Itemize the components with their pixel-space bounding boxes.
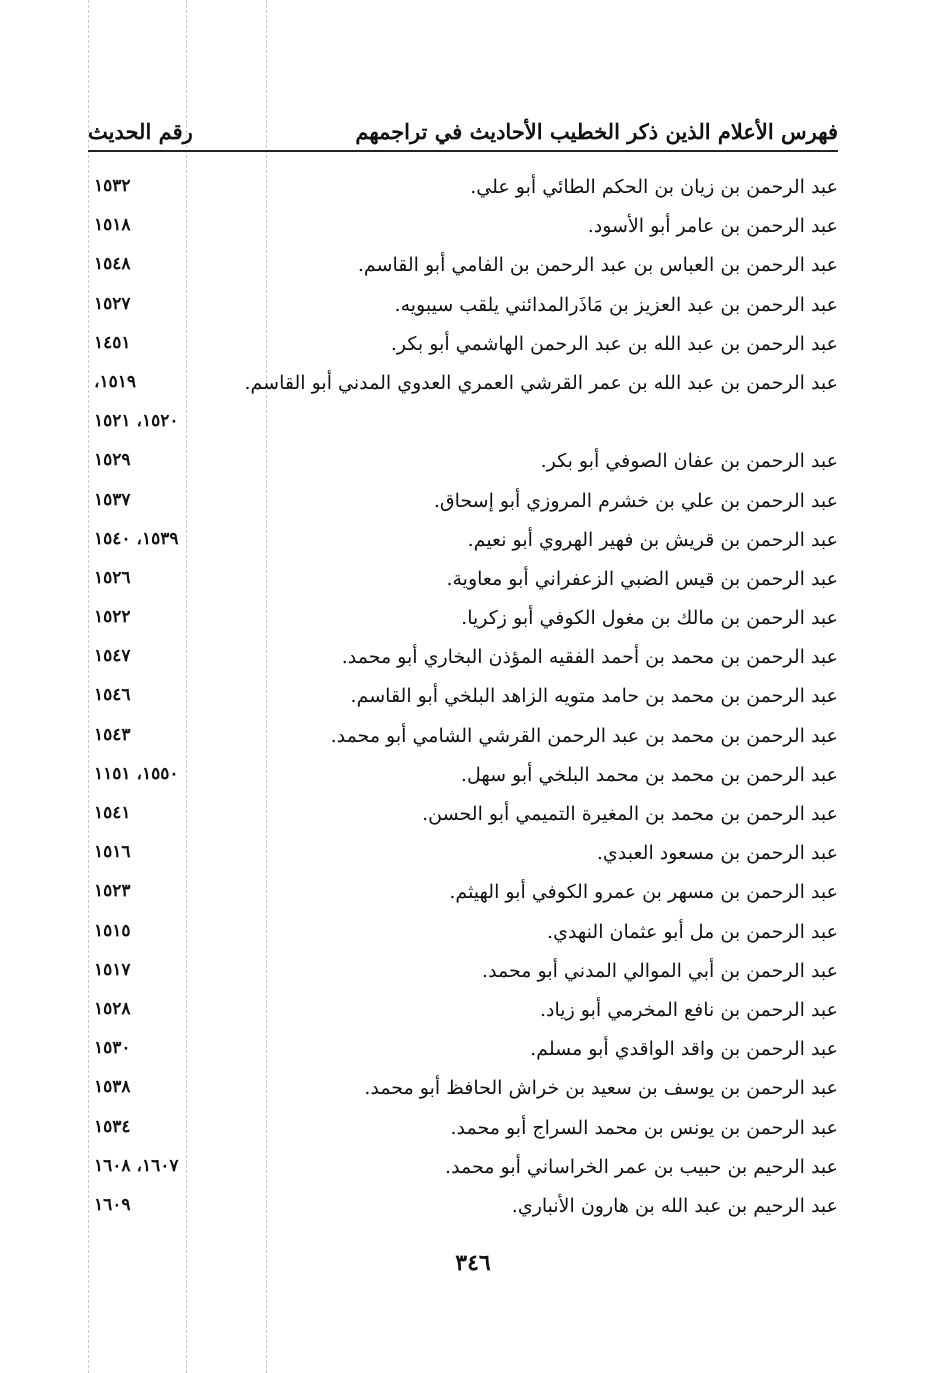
entry-name: عبد الرحمن بن محمد بن أحمد الفقيه المؤذن البخاري أبو محمد. <box>341 646 838 669</box>
hadith-numbers: ١٥١٨ <box>94 215 131 236</box>
index-entry <box>88 954 838 993</box>
index-entry <box>88 288 838 327</box>
index-entry <box>88 797 838 836</box>
entry-name: عبد الرحمن بن عبد الله بن عمر القرشي العمري العدوي المدني أبو القاسم. <box>244 371 838 394</box>
index-entry <box>88 170 838 209</box>
entry-name: عبد الرحمن بن قيس الضبي الزعفراني أبو معاوية. <box>446 567 838 590</box>
index-entry <box>88 209 838 248</box>
index-entry <box>88 248 838 287</box>
hadith-numbers: ١٥٥٠، ١١٥١ <box>94 763 179 784</box>
hadith-numbers: ١٥٣٩، ١٥٤٠ <box>94 528 179 549</box>
hadith-numbers: ١٦٠٩ <box>94 1194 131 1215</box>
hadith-numbers: ١٤٥١ <box>94 332 131 353</box>
header-rule <box>88 150 838 152</box>
index-entry <box>88 993 838 1032</box>
entry-name: عبد الرحمن بن عبد العزيز بن مَاذَرالمدائني يلقب سيبويه. <box>394 293 838 316</box>
entry-name: عبد الرحمن بن محمد بن عبد الرحمن القرشي الشامي أبو محمد. <box>330 724 838 747</box>
hadith-numbers: ١٥٤٨ <box>94 254 131 275</box>
entry-name: عبد الرحمن بن مل أبو عثمان النهدي. <box>547 920 838 943</box>
hadith-numbers: ١٥١٩، <box>94 371 137 392</box>
entry-name: عبد الرحمن بن العباس بن عبد الرحمن بن الفامي أبو القاسم. <box>357 254 838 277</box>
hadith-numbers: ١٦٠٧، ١٦٠٨ <box>94 1155 179 1176</box>
entry-name: عبد الرحمن بن نافع المخرمي أبو زياد. <box>540 998 838 1021</box>
index-entry <box>88 640 838 679</box>
hadith-numbers: ١٥٣٧ <box>94 489 131 510</box>
index-entry <box>88 444 838 483</box>
index-entry <box>88 1150 838 1189</box>
hadith-numbers: ١٥٢٨ <box>94 998 131 1019</box>
index-entry <box>88 366 838 405</box>
entry-name: عبد الرحمن بن محمد بن محمد البلخي أبو سهل. <box>460 763 838 786</box>
page-number: ٣٤٦ <box>455 1250 491 1276</box>
entry-name: عبد الرحمن بن عفان الصوفي أبو بكر. <box>540 450 838 473</box>
index-entry <box>88 758 838 797</box>
entry-name: عبد الرحمن بن مسهر بن عمرو الكوفي أبو الهيثم. <box>449 881 838 904</box>
index-entry <box>88 1032 838 1071</box>
hadith-numbers: ١٥٤٦ <box>94 685 131 706</box>
entry-name: عبد الرحمن بن محمد بن حامد متويه الزاهد البلخي أبو القاسم. <box>350 685 838 708</box>
hadith-numbers: ١٥٣٨ <box>94 1077 131 1098</box>
index-entry <box>88 719 838 758</box>
hadith-numbers: ١٥٤١ <box>94 803 131 823</box>
index-list <box>88 170 838 1228</box>
entry-name: عبد الرحمن بن زيان بن الحكم الطائي أبو علي. <box>470 176 838 198</box>
entry-name: عبد الرحيم بن حبيب بن عمر الخراساني أبو محمد. <box>445 1155 838 1178</box>
index-entry <box>88 875 838 914</box>
hadith-numbers: ١٥٤٧ <box>94 646 131 667</box>
index-entry <box>88 601 838 640</box>
hadith-numbers: ١٥٣٠ <box>94 1038 131 1059</box>
index-entry <box>88 405 838 444</box>
hadith-numbers: ١٥٢٩ <box>94 450 131 471</box>
index-entry <box>88 523 838 562</box>
index-entry <box>88 915 838 954</box>
page-header <box>88 108 838 144</box>
entry-name: عبد الرحمن بن عامر أبو الأسود. <box>587 215 838 238</box>
hadith-numbers: ١٥٣٤ <box>94 1116 131 1137</box>
hadith-numbers: ١٥١٦ <box>94 842 131 863</box>
index-entry <box>88 679 838 718</box>
index-entry <box>88 484 838 523</box>
index-entry <box>88 836 838 875</box>
hadith-numbers: ١٥١٧ <box>94 959 131 980</box>
column-label: رقم الحديث <box>88 119 193 144</box>
hadith-numbers: ١٥١٥ <box>94 920 131 941</box>
index-entry <box>88 1071 838 1110</box>
entry-name: عبد الرحمن بن يونس بن محمد السراج أبو محمد. <box>450 1116 838 1139</box>
index-entry <box>88 1189 838 1228</box>
entry-name: عبد الرحمن بن واقد الواقدي أبو مسلم. <box>530 1038 838 1061</box>
entry-name: عبد الرحمن بن علي بن خشرم المروزي أبو إسحاق. <box>433 489 838 512</box>
entry-name: عبد الرحمن بن يوسف بن سعيد بن خراش الحافظ أبو محمد. <box>364 1077 838 1100</box>
hadith-numbers: ١٥٣٢ <box>94 176 131 196</box>
hadith-numbers: ١٥٢٦ <box>94 567 131 588</box>
entry-name: عبد الرحمن بن عبد الله بن عبد الرحمن الهاشمي أبو بكر. <box>390 332 838 355</box>
entry-name: عبد الرحيم بن عبد الله بن هارون الأنباري. <box>511 1194 838 1217</box>
entry-name: عبد الرحمن بن أبي الموالي المدني أبو محمد. <box>482 959 838 982</box>
index-entry <box>88 327 838 366</box>
hadith-numbers: ١٥٢٣ <box>94 881 131 902</box>
index-title: فهرس الأعلام الذين ذكر الخطيب الأحاديث في تراجمهم <box>355 119 838 144</box>
entry-name: عبد الرحمن بن مالك بن مغول الكوفي أبو زكريا. <box>461 607 838 630</box>
entry-name: عبد الرحمن بن قريش بن فهير الهروي أبو نعيم. <box>467 528 838 551</box>
hadith-numbers: ١٥٢٠، ١٥٢١ <box>94 411 179 432</box>
entry-name: عبد الرحمن بن محمد بن المغيرة التميمي أبو الحسن. <box>422 803 838 825</box>
hadith-numbers: ١٥٢٧ <box>94 293 131 314</box>
index-entry <box>88 1111 838 1150</box>
entry-name: عبد الرحمن بن مسعود العبدي. <box>596 842 838 865</box>
hadith-numbers: ١٥٤٣ <box>94 724 131 745</box>
hadith-numbers: ١٥٢٢ <box>94 607 131 628</box>
index-entry <box>88 562 838 601</box>
